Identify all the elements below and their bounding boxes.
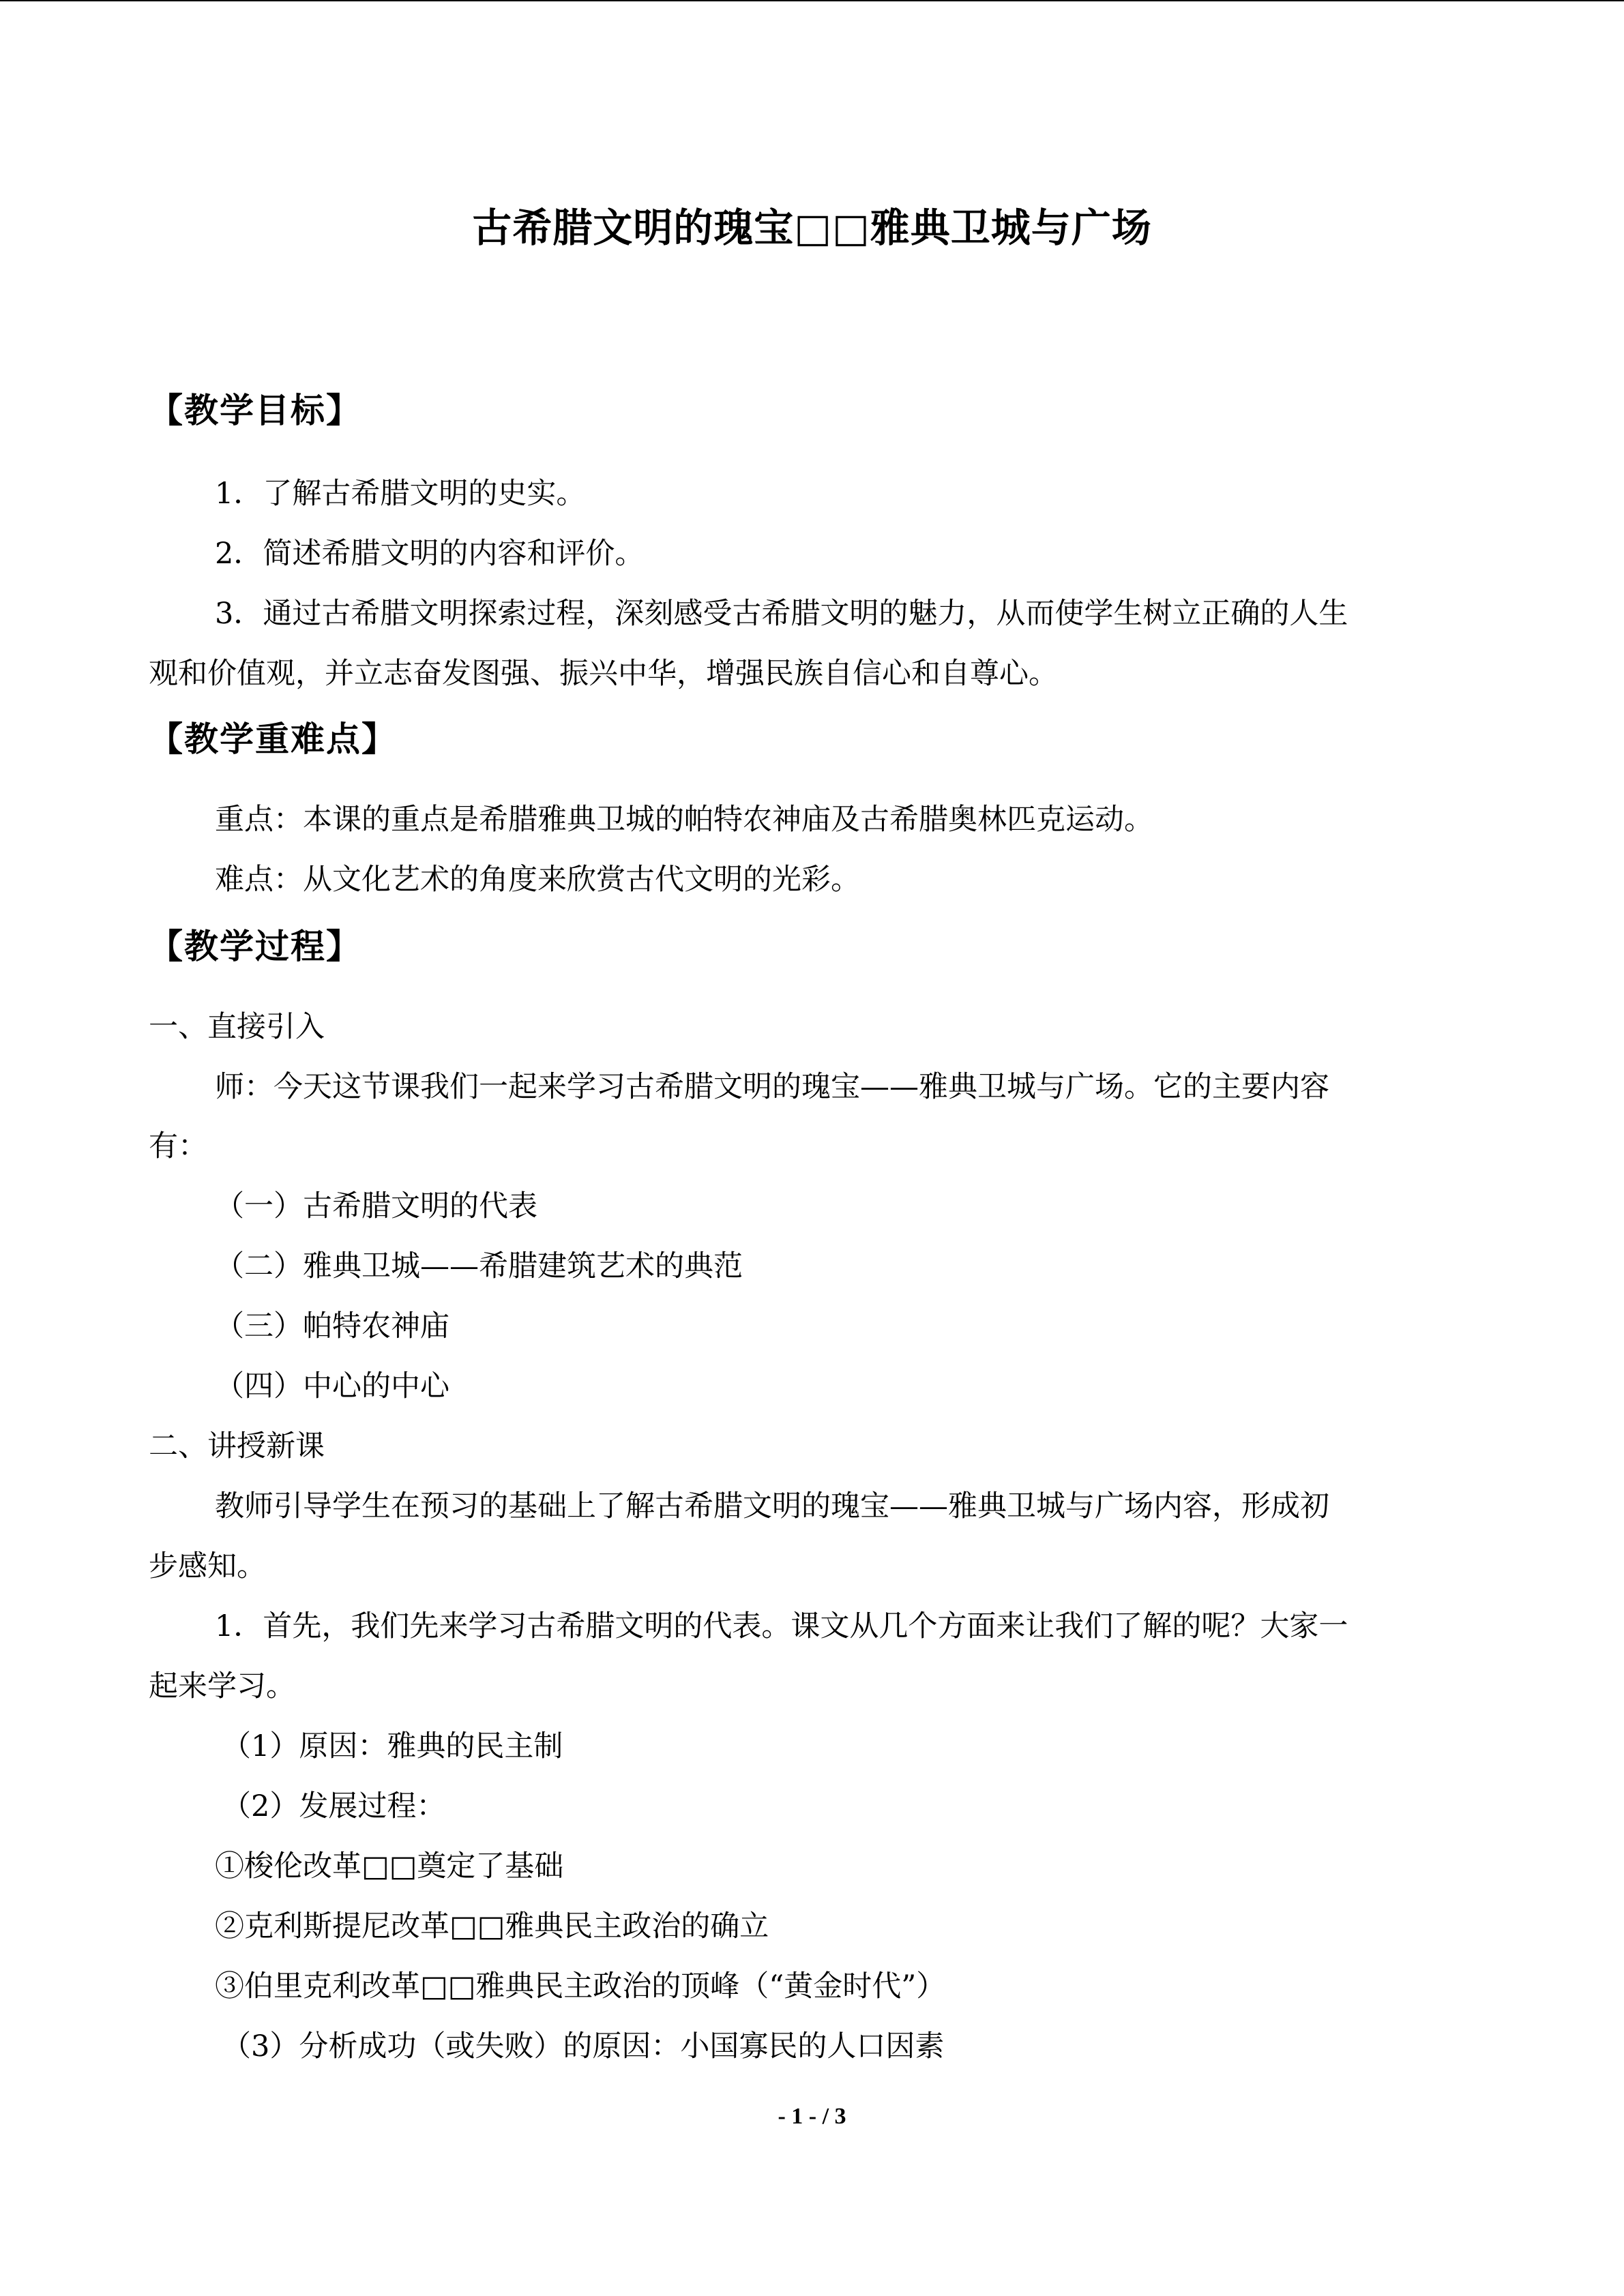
top-border-line	[0, 0, 1624, 1]
content-item-2: （二）雅典卫城——希腊建筑艺术的典范	[215, 1249, 743, 1283]
section-heading-objectives: 【教学目标】	[149, 391, 361, 430]
development-step-pericles: ③伯里克利改革□□雅典民主政治的顶峰（“黄金时代”）	[215, 1969, 946, 2003]
process-step-1-continued: 起来学习。	[149, 1669, 295, 1703]
process-teacher-guidance-continued: 步感知。	[149, 1549, 266, 1583]
process-teacher-intro-continued: 有：	[149, 1129, 207, 1163]
process-teacher-guidance: 教师引导学生在预习的基础上了解古希腊文明的瑰宝——雅典卫城与广场内容，形成初	[215, 1489, 1329, 1523]
development-step-solon: ①梭伦改革□□奠定了基础	[215, 1849, 564, 1883]
objective-item-2: 2．简述希腊文明的内容和评价。	[215, 537, 645, 571]
content-item-3: （三）帕特农神庙	[215, 1309, 449, 1343]
process-teacher-intro: 师：今天这节课我们一起来学习古希腊文明的瑰宝——雅典卫城与广场。它的主要内容	[215, 1070, 1329, 1104]
process-sub-item-analysis: （3）分析成功（或失败）的原因：小国寡民的人口因素	[222, 2029, 945, 2063]
process-part-2-title: 二、讲授新课	[149, 1429, 325, 1463]
objective-item-3: 3．通过古希腊文明探索过程，深刻感受古希腊文明的魅力，从而使学生树立正确的人生	[215, 597, 1348, 631]
document-title: 古希腊文明的瑰宝□□雅典卫城与广场	[472, 205, 1152, 251]
process-sub-item-cause: （1）原因：雅典的民主制	[222, 1729, 563, 1763]
key-point-difficulty: 难点：从文化艺术的角度来欣赏古代文明的光彩。	[215, 863, 860, 897]
objective-item-1: 1．了解古希腊文明的史实。	[215, 477, 586, 511]
content-item-4: （四）中心的中心	[215, 1369, 449, 1403]
process-sub-item-development: （2）发展过程：	[222, 1789, 446, 1823]
process-part-1-title: 一、直接引入	[149, 1010, 325, 1044]
key-point-focus: 重点：本课的重点是希腊雅典卫城的帕特农神庙及古希腊奥林匹克运动。	[215, 803, 1153, 837]
page-number: - 1 - / 3	[778, 2104, 846, 2129]
content-item-1: （一）古希腊文明的代表	[215, 1189, 537, 1223]
development-step-cleisthenes: ②克利斯提尼改革□□雅典民主政治的确立	[215, 1909, 769, 1943]
section-heading-process: 【教学过程】	[149, 927, 361, 966]
section-heading-key-points: 【教学重难点】	[149, 719, 397, 759]
objective-item-3-continued: 观和价值观，并立志奋发图强、振兴中华，增强民族自信心和自尊心。	[149, 657, 1058, 691]
process-step-1: 1．首先，我们先来学习古希腊文明的代表。课文从几个方面来让我们了解的呢？大家一	[215, 1609, 1348, 1643]
